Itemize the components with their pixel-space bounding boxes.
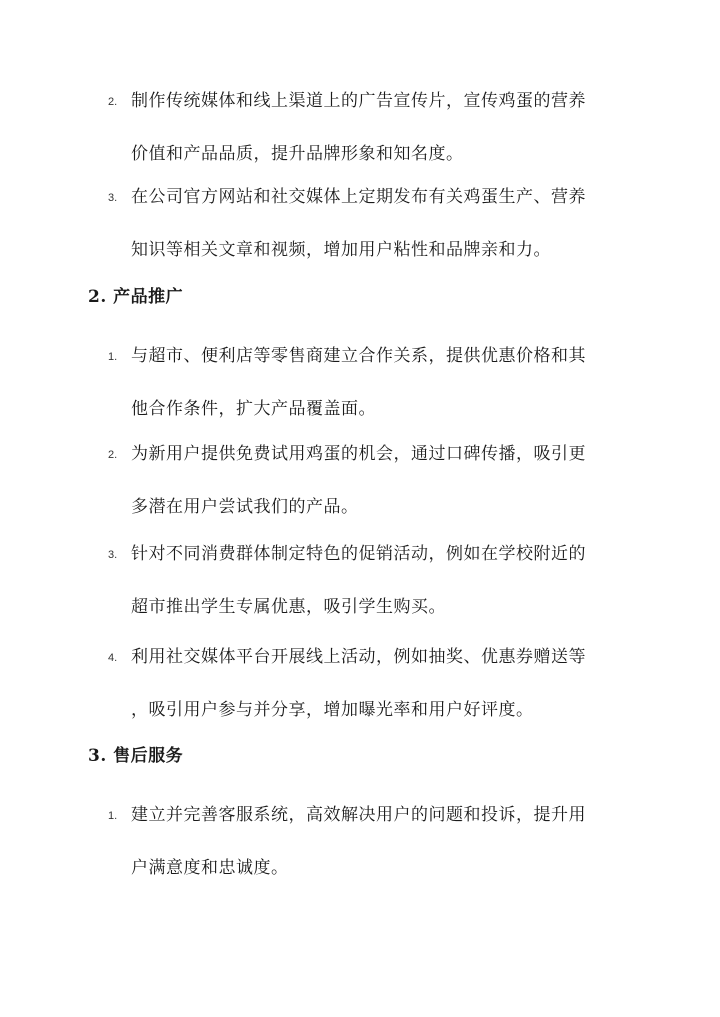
list-item-line: 多潜在用户尝试我们的产品。 [131,497,359,517]
list-item-line: 针对不同消费群体制定特色的促销活动，例如在学校附近的 [131,544,586,564]
list-item-line: 利用社交媒体平台开展线上活动，例如抽奖、优惠券赠送等 [131,647,586,667]
section-heading: 2. 产品推广 [88,287,184,307]
list-item-line: 户满意度和忠诚度。 [131,858,289,878]
list-item-line: 在公司官方网站和社交媒体上定期发布有关鸡蛋生产、营养 [131,187,586,207]
list-item-line: ，吸引用户参与并分享，增加曝光率和用户好评度。 [131,700,534,720]
list-item-line: 建立并完善客服系统，高效解决用户的问题和投诉，提升用 [131,805,586,825]
list-item-line: 他合作条件，扩大产品覆盖面。 [131,399,376,419]
list-item-number: 3. [108,549,118,561]
list-item-number: 2. [108,96,118,108]
list-item-line: 制作传统媒体和线上渠道上的广告宣传片，宣传鸡蛋的营养 [131,91,586,111]
list-item-number: 4. [108,652,118,664]
list-item-number: 2. [108,449,118,461]
list-item-number: 1. [108,351,118,363]
list-item-line: 超市推出学生专属优惠，吸引学生购买。 [131,597,446,617]
list-item-number: 1. [108,810,118,822]
list-item-number: 3. [108,192,118,204]
list-item-line: 为新用户提供免费试用鸡蛋的机会，通过口碑传播，吸引更 [131,444,586,464]
list-item-line: 知识等相关文章和视频，增加用户粘性和品牌亲和力。 [131,240,551,260]
list-item-line: 与超市、便利店等零售商建立合作关系，提供优惠价格和其 [131,346,586,366]
section-heading: 3. 售后服务 [88,746,184,766]
list-item-line: 价值和产品品质，提升品牌形象和知名度。 [131,144,464,164]
